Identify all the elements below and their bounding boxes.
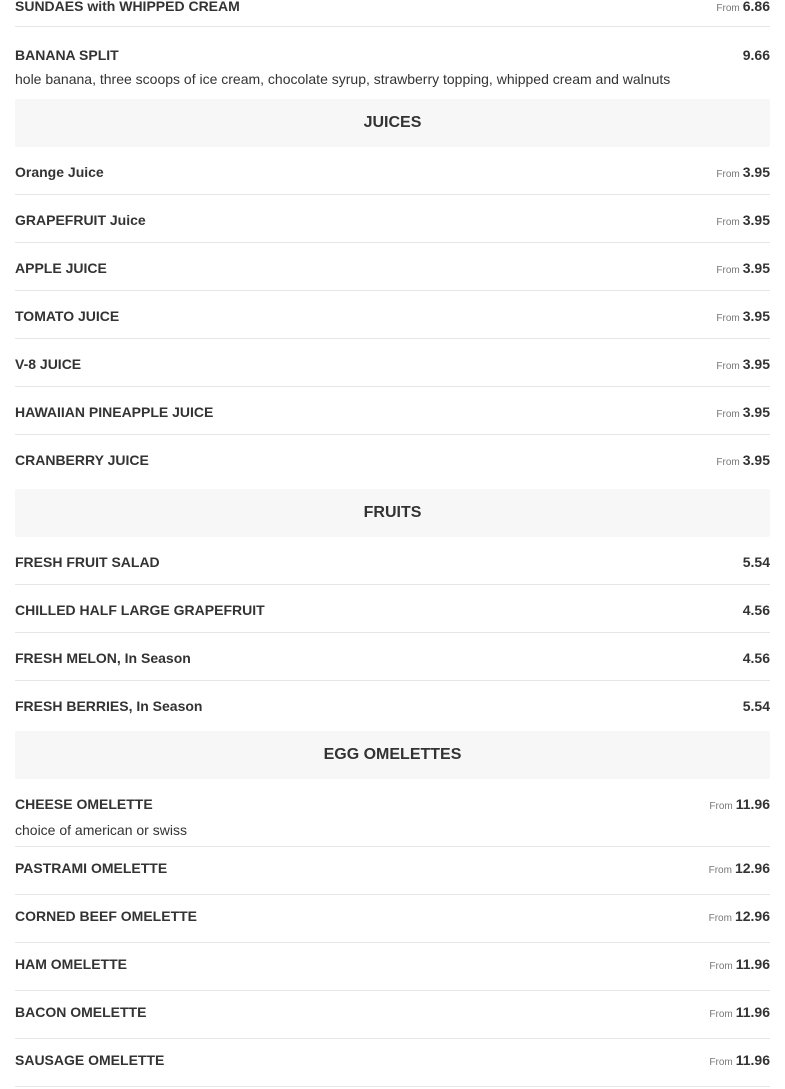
price-value: 3.95 (742, 308, 770, 324)
list-item[interactable] (15, 339, 770, 387)
price-value: 4.56 (742, 650, 770, 666)
list-item[interactable] (15, 1039, 770, 1087)
list-item[interactable] (15, 943, 770, 991)
item-row (15, 698, 770, 715)
price-value: 4.56 (742, 602, 770, 618)
list-item[interactable] (15, 779, 770, 847)
price-from-label: From (716, 217, 740, 228)
price-value: 3.95 (742, 356, 770, 372)
item-row (15, 796, 770, 815)
price-value: 3.95 (742, 452, 770, 468)
item-description: hole banana, three scoops of ice cream, chocolate syrup, strawberry topping, whipped cream and walnuts (15, 71, 671, 87)
item-row (15, 1004, 770, 1023)
list-item[interactable] (15, 633, 770, 681)
item-name: CHEESE OMELETTE (15, 796, 153, 812)
item-name: TOMATO JUICE (15, 308, 120, 324)
price-from-label: From (708, 865, 732, 876)
item-name: FRESH BERRIES, In Season (15, 698, 203, 714)
list-item[interactable] (15, 585, 770, 633)
item-name: CORNED BEEF OMELETTE (15, 908, 198, 924)
section-header-fruits: FRUITS (15, 489, 770, 537)
item-price (743, 602, 770, 619)
item-price (716, 164, 770, 183)
item-name: HAWAIIAN PINEAPPLE JUICE (15, 404, 214, 420)
omelettes-list (15, 779, 770, 1087)
item-name: FRESH FRUIT SALAD (15, 554, 160, 570)
price-from-label: From (716, 265, 740, 276)
item-price (743, 698, 770, 715)
price-value: 5.54 (742, 698, 770, 714)
price-value: 9.66 (742, 47, 770, 63)
item-price (716, 452, 770, 471)
item-row (15, 212, 770, 231)
item-row (15, 260, 770, 279)
price-from-label: From (716, 169, 740, 180)
price-from-label: From (716, 457, 740, 468)
price-value: 6.86 (742, 0, 770, 14)
price-value: 12.96 (734, 860, 770, 876)
price-value: 11.96 (735, 1052, 770, 1068)
item-name: V-8 JUICE (15, 356, 82, 372)
list-item[interactable] (15, 847, 770, 895)
item-name: APPLE JUICE (15, 260, 107, 276)
item-name: PASTRAMI OMELETTE (15, 860, 168, 876)
item-price (716, 212, 770, 231)
item-row (15, 554, 770, 571)
item-name: GRAPEFRUIT Juice (15, 212, 146, 228)
price-from-label: From (708, 913, 732, 924)
price-from-label: From (716, 3, 740, 14)
item-name: BANANA SPLIT (15, 47, 119, 63)
section-header-juices: JUICES (15, 99, 770, 147)
price-from-label: From (716, 409, 740, 420)
item-row (15, 860, 770, 879)
item-row (15, 956, 770, 975)
item-row (15, 1052, 770, 1071)
price-from-label: From (716, 361, 740, 372)
list-item[interactable] (15, 387, 770, 435)
item-price (716, 260, 770, 279)
item-row (15, 47, 770, 64)
item-price (709, 860, 770, 879)
item-row (15, 356, 770, 375)
item-price (709, 1052, 770, 1071)
price-from-label: From (709, 1057, 733, 1068)
item-row (15, 404, 770, 423)
list-item[interactable] (15, 435, 770, 483)
item-name: HAM OMELETTE (15, 956, 127, 972)
list-item[interactable] (15, 243, 770, 291)
item-description: choice of american or swiss (15, 822, 187, 838)
list-item[interactable] (15, 147, 770, 195)
item-price (709, 908, 770, 927)
item-name: Orange Juice (15, 164, 104, 180)
item-name: SAUSAGE OMELETTE (15, 1052, 165, 1068)
item-name: SUNDAES with WHIPPED CREAM (15, 0, 240, 14)
item-row (15, 308, 770, 327)
section-header-egg-omelettes: EGG OMELETTES (15, 731, 770, 779)
item-price (709, 956, 770, 975)
item-name: BACON OMELETTE (15, 1004, 147, 1020)
price-from-label: From (716, 313, 740, 324)
price-value: 11.96 (735, 1004, 770, 1020)
list-item[interactable] (15, 195, 770, 243)
item-price (716, 308, 770, 327)
item-price (709, 1004, 770, 1023)
price-from-label: From (709, 801, 733, 812)
item-row (15, 164, 770, 183)
item-price (743, 650, 770, 667)
price-value: 3.95 (742, 260, 770, 276)
price-value: 12.96 (734, 908, 770, 924)
item-price (716, 0, 770, 17)
item-row (15, 602, 770, 619)
list-item[interactable] (15, 291, 770, 339)
item-price (743, 47, 770, 64)
item-row (15, 0, 770, 17)
list-item[interactable] (15, 681, 770, 729)
item-row (15, 908, 770, 927)
item-price (709, 796, 770, 815)
list-item[interactable] (15, 537, 770, 585)
menu-item-sundaes[interactable] (15, 0, 770, 27)
price-from-label: From (709, 961, 733, 972)
price-value: 5.54 (742, 554, 770, 570)
juices-list (15, 147, 770, 483)
price-value: 3.95 (742, 404, 770, 420)
item-row (15, 650, 770, 667)
item-price (716, 356, 770, 375)
item-price (716, 404, 770, 423)
item-name: CRANBERRY JUICE (15, 452, 149, 468)
price-value: 3.95 (742, 164, 770, 180)
list-item[interactable] (15, 991, 770, 1039)
price-value: 3.95 (742, 212, 770, 228)
price-from-label: From (709, 1009, 733, 1020)
fruits-list (15, 537, 770, 729)
item-price (743, 554, 770, 571)
menu-item-banana-split[interactable] (15, 27, 770, 91)
item-name: CHILLED HALF LARGE GRAPEFRUIT (15, 602, 265, 618)
price-value: 11.96 (735, 956, 770, 972)
price-value: 11.96 (735, 796, 770, 812)
item-name: FRESH MELON, In Season (15, 650, 191, 666)
list-item[interactable] (15, 895, 770, 943)
menu-list (15, 0, 770, 1087)
item-row (15, 452, 770, 471)
